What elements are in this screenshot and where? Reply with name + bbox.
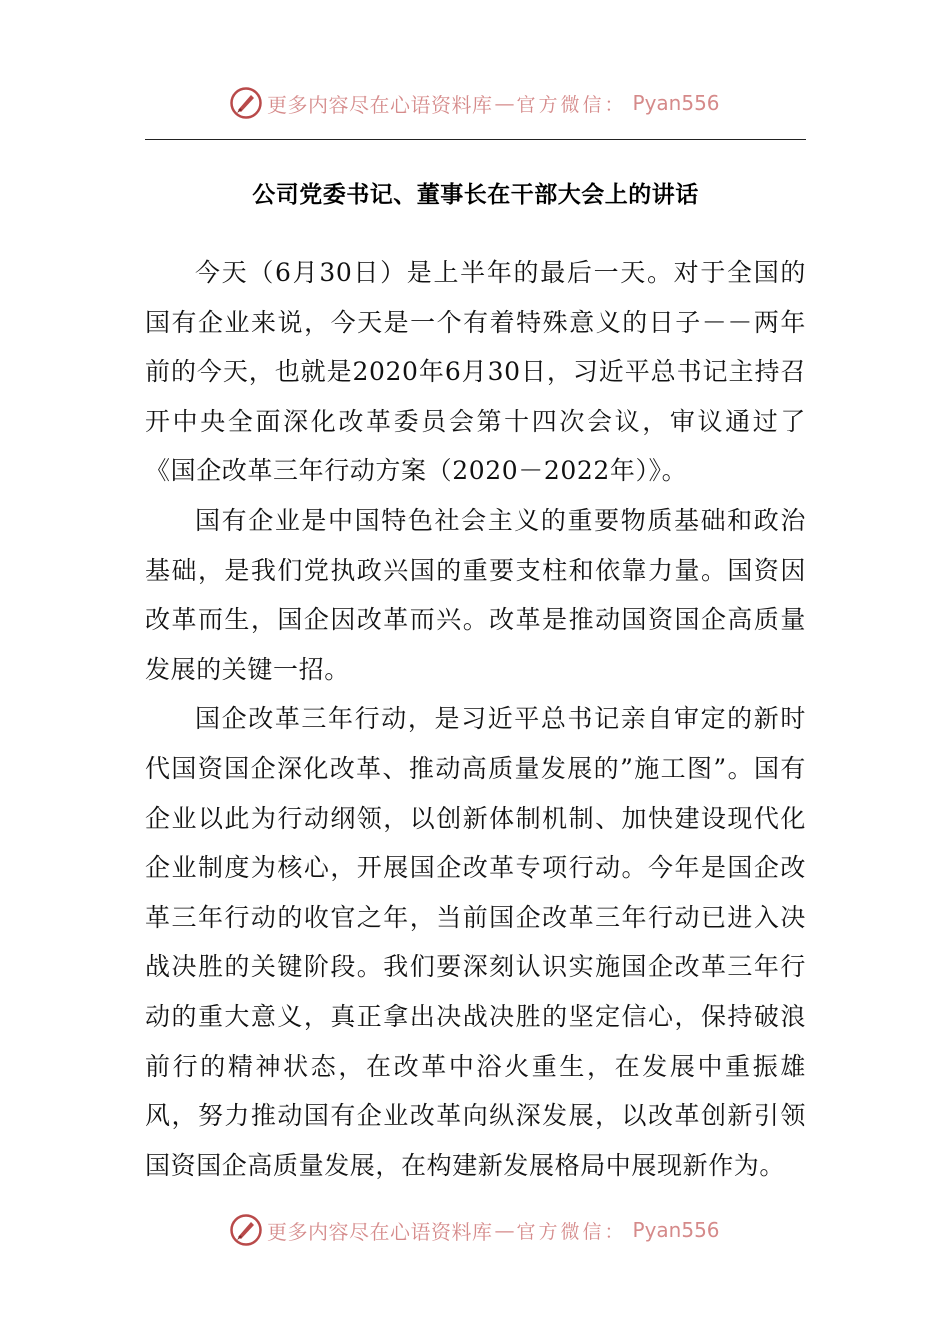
banner-separator: — bbox=[494, 1218, 515, 1242]
pen-circle-logo-icon bbox=[229, 86, 263, 120]
paragraph: 国有企业是中国特色社会主义的重要物质基础和政治基础，是我们党执政兴国的重要支柱和依靠力量。国资因改革而生，国企因改革而兴。改革是推动国资国企高质量发展的关键一招。 bbox=[145, 505, 806, 684]
banner-wechat-label: 官方微信： bbox=[516, 93, 627, 116]
paragraph: 今天（6月30日）是上半年的最后一天。对于全国的国有企业来说，今天是一个有着特殊意义的日子－－两年前的今天，也就是2020年6月30日，习近平总书记主持召开中央全面深化改革委员会第十四次会议，审议通过了《国企改革三年行动方案（2020－2022年）》。 bbox=[145, 258, 806, 486]
footer-banner bbox=[229, 1210, 749, 1250]
header-divider bbox=[145, 139, 806, 140]
pen-circle-logo-icon bbox=[229, 1213, 263, 1247]
document-title: 公司党委书记、董事长在干部大会上的讲话 bbox=[252, 181, 699, 208]
paragraph: 国企改革三年行动，是习近平总书记亲自审定的新时代国资国企深化改革、推动高质量发展的”施工图”。国有企业以此为行动纲领，以创新体制机制、加快建设现代化企业制度为核心，开展国企改革专项行动。今年是国企改革三年行动的收官之年，当前国企改革三年行动已进入决战决胜的关键阶段。我们要深刻认识实施国企改革三年行动的重大意义，真正拿出决战决胜的坚定信心，保持破浪前行的精神状态，在改革中浴火重生，在发展中重振雄风，努力推动国有企业改革向纵深发展，以改革创新引领国资国企高质量发展，在构建新发展格局中展现新作为。 bbox=[145, 704, 806, 1180]
banner-brand-text: 更多内容尽在心语资料库 bbox=[267, 1219, 493, 1244]
banner-wechat-id: Pyan556 bbox=[632, 1218, 720, 1242]
banner-wechat-id: Pyan556 bbox=[632, 91, 720, 115]
banner-brand-text: 更多内容尽在心语资料库 bbox=[267, 92, 493, 117]
banner-separator: — bbox=[494, 91, 515, 115]
document-body bbox=[145, 248, 806, 1190]
banner-wechat-label: 官方微信： bbox=[516, 1220, 627, 1243]
header-banner bbox=[229, 83, 749, 123]
